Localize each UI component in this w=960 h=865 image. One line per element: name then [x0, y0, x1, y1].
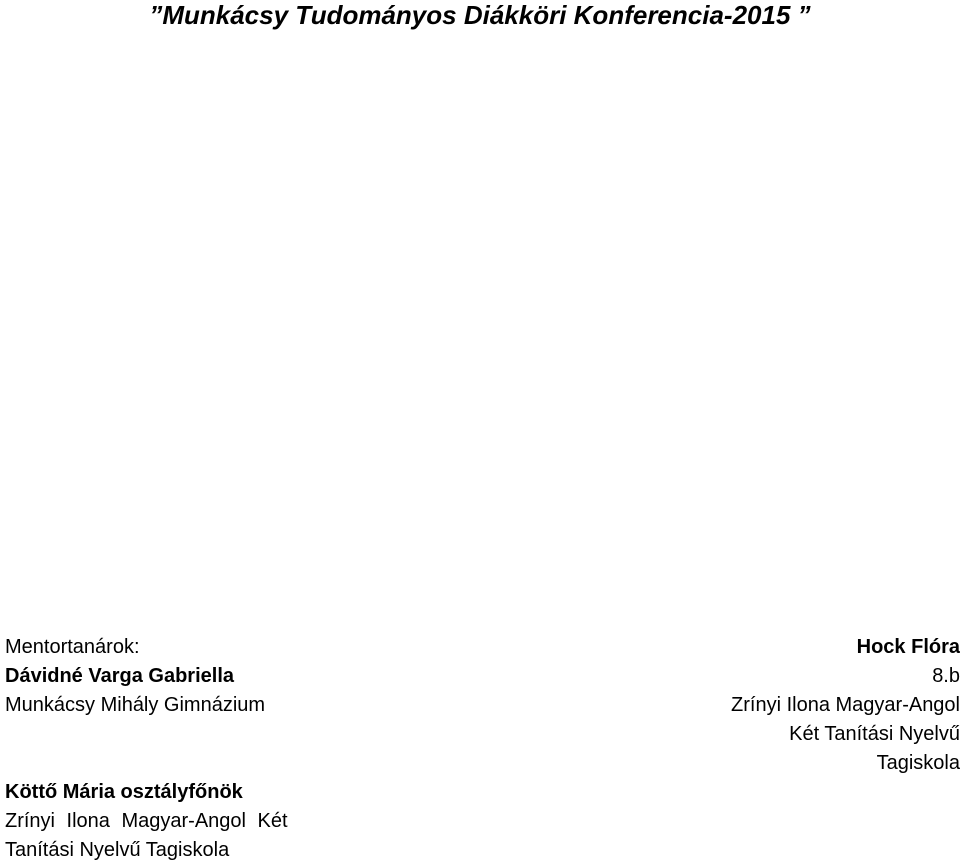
spacer	[5, 720, 405, 749]
mentors-block	[5, 633, 405, 865]
mentor2-school-line2: Tanítási Nyelvű Tagiskola	[5, 839, 230, 861]
mentors-heading: Mentortanárok:	[5, 636, 140, 658]
mentor2-school-line1: Zrínyi Ilona Magyar-Angol Két	[5, 810, 288, 832]
mentor1-name: Dávidné Varga Gabriella	[5, 665, 234, 687]
page-title: ”Munkácsy Tudományos Diákköri Konferencia-2015 ”	[149, 0, 811, 30]
student-class: 8.b	[932, 665, 960, 687]
student-school-line1: Zrínyi Ilona Magyar-Angol	[731, 694, 960, 716]
student-name: Hock Flóra	[856, 636, 960, 658]
spacer	[5, 749, 405, 778]
student-school-line2: Két Tanítási Nyelvű	[789, 723, 960, 745]
student-block	[480, 633, 960, 778]
student-school-line3: Tagiskola	[876, 752, 960, 774]
mentor1-school: Munkácsy Mihály Gimnázium	[5, 694, 266, 716]
mentor2-name: Köttő Mária osztályfőnök	[5, 781, 243, 803]
